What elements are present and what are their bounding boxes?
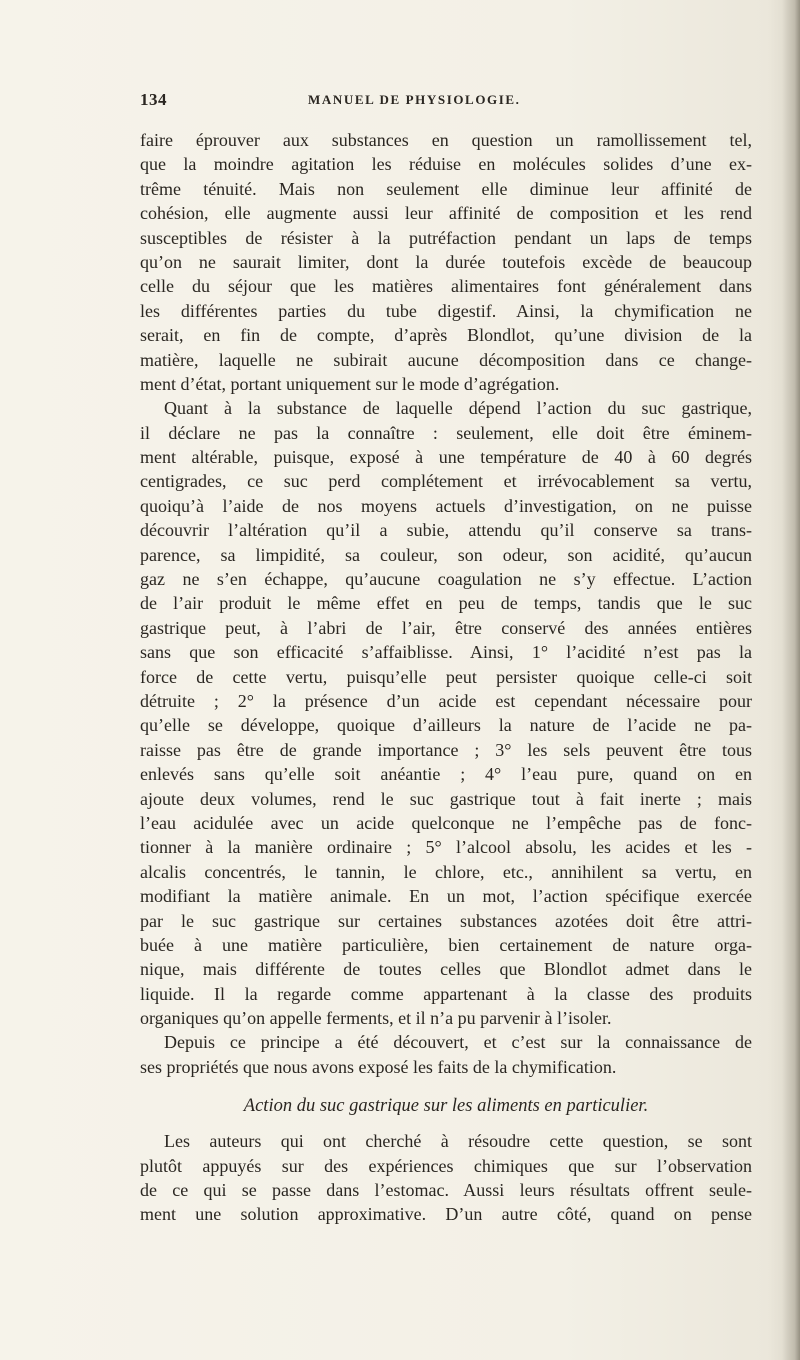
text-line: liquide. Il la regarde comme appartenant à la classe des produits <box>140 983 752 1004</box>
text-line: nique, mais différente de toutes celles que Blondlot admet dans le <box>140 959 752 980</box>
page-edge-shadow <box>782 0 800 1360</box>
text-line: ajoute deux volumes, rend le suc gastrique tout à fait inerte ; mais <box>140 788 752 809</box>
text-line: détruite ; 2° la présence d’un acide est cependant nécessaire pour <box>140 690 752 711</box>
text-line: alcalis concentrés, le tannin, le chlore, etc., annihilent sa vertu, en <box>140 861 752 882</box>
text-line: cohésion, elle augmente aussi leur affinité de composition et les rend <box>140 203 752 224</box>
text-line: quoiqu’à l’aide de nos moyens actuels d’investigation, on ne puisse <box>140 495 752 516</box>
text-line: découvrir l’altération qu’il a subie, attendu qu’il conserve sa trans- <box>140 520 752 541</box>
text-line: modifiant la matière animale. En un mot, l’action spécifique exercée <box>140 886 752 907</box>
text-line: par le suc gastrique sur certaines substances azotées doit être attri- <box>140 910 752 931</box>
text-line: ment une solution approximative. D’un autre côté, quand on pense <box>140 1204 752 1225</box>
text-line: trême ténuité. Mais non seulement elle diminue leur affinité de <box>140 178 752 199</box>
page-body <box>140 128 752 1227</box>
text-line: raisse pas être de grande importance ; 3° les sels peuvent être tous <box>140 739 752 760</box>
text-line: qu’elle se développe, quoique d’ailleurs la nature de l’acide ne pa- <box>140 715 752 736</box>
text-line: ment d’état, portant uniquement sur le mode d’agrégation. <box>140 373 560 394</box>
text-line: de l’air produit le même effet en peu de temps, tandis que le suc <box>140 593 752 614</box>
text-line: matière, laquelle ne subirait aucune décomposition dans ce change- <box>140 349 752 370</box>
text-line: celle du séjour que les matières alimentaires font généralement dans <box>140 276 752 297</box>
page-number: 134 <box>140 90 167 109</box>
text-line: que la moindre agitation les réduise en molécules solides d’une ex- <box>140 154 752 175</box>
text-line: plutôt appuyés sur des expériences chimiques que sur l’observation <box>140 1155 752 1176</box>
running-head: MANUEL DE PHYSIOLOGIE. <box>308 92 521 107</box>
text-line: Depuis ce principe a été découvert, et c’est sur la connaissance de <box>164 1032 752 1053</box>
text-line: gaz ne s’en échappe, qu’aucune coagulation ne s’y effectue. L’action <box>140 569 752 590</box>
text-line: il déclare ne pas la connaître : seulement, elle doit être éminem- <box>140 422 752 443</box>
text-line: de ce qui se passe dans l’estomac. Aussi leurs résultats offrent seule- <box>140 1180 752 1201</box>
text-line: les différentes parties du tube digestif. Ainsi, la chymification ne <box>140 300 752 321</box>
text-line: susceptibles de résister à la putréfaction pendant un laps de temps <box>140 227 752 248</box>
page-header <box>140 90 752 114</box>
text-line: tionner à la manière ordinaire ; 5° l’alcool absolu, les acides et les - <box>140 837 752 858</box>
text-line: Les auteurs qui ont cherché à résoudre cette question, se sont <box>164 1131 752 1152</box>
section-heading: Action du suc gastrique sur les aliments en particulier. <box>243 1096 649 1117</box>
text-line: faire éprouver aux substances en question un ramollissement tel, <box>140 130 752 150</box>
text-line: serait, en fin de compte, d’après Blondlot, qu’une division de la <box>140 325 752 346</box>
text-line: parence, sa limpidité, sa couleur, son odeur, son acidité, qu’aucun <box>140 544 752 565</box>
text-line: force de cette vertu, puisqu’elle peut persister quoique celle-ci soit <box>140 666 752 687</box>
text-line: ment altérable, puisque, exposé à une température de 40 à 60 degrés <box>140 447 752 468</box>
text-line: ses propriétés que nous avons exposé les faits de la chymification. <box>140 1056 617 1077</box>
text-line: Quant à la substance de laquelle dépend l’action du suc gastrique, <box>164 398 752 419</box>
text-line: qu’on ne saurait limiter, dont la durée toutefois excède de beaucoup <box>140 251 752 272</box>
text-line: l’eau acidulée avec un acide quelconque ne l’empêche pas de fonc- <box>140 812 752 833</box>
text-line: enlevés sans qu’elle soit anéantie ; 4° l’eau pure, quand on en <box>140 764 752 785</box>
text-line: gastrique peut, à l’abri de l’air, être conservé des années entières <box>140 617 752 638</box>
text-line: sans que son efficacité s’affaiblisse. Ainsi, 1° l’acidité n’est pas la <box>140 642 752 663</box>
text-line: centigrades, ce suc perd complétement et irrévocablement sa vertu, <box>140 471 752 492</box>
text-line: buée à une matière particulière, bien certainement de nature orga- <box>140 934 752 955</box>
text-line: organiques qu’on appelle ferments, et il n’a pu parvenir à l’isoler. <box>140 1008 612 1029</box>
